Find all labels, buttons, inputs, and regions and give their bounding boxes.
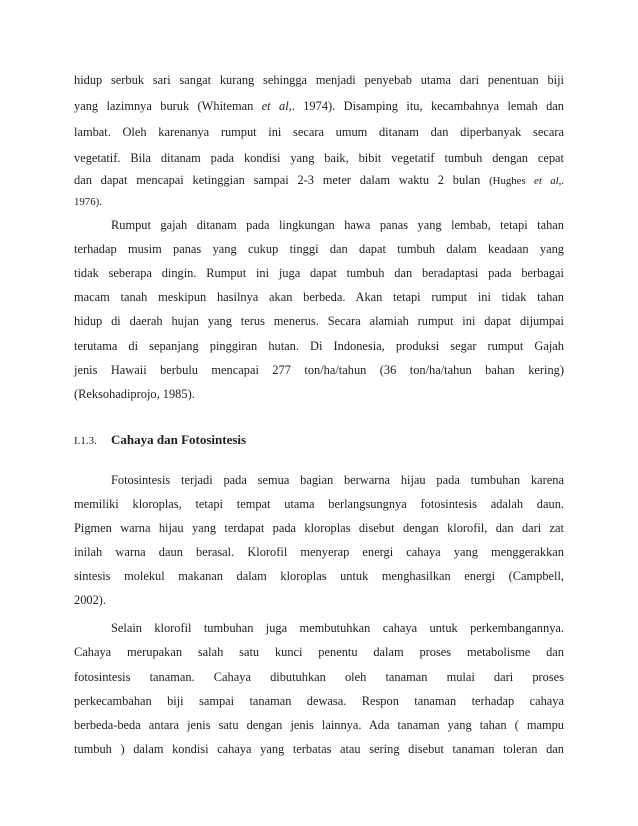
citation-hughes: [489, 175, 564, 187]
para1-line-2-text-a: yang lazimnya buruk (Whiteman: [74, 99, 262, 113]
para2-line-6: terutama di sepanjang pinggiran hutan. Di Indonesia, produksi segar rumput Gajah: [74, 339, 564, 353]
para3-line-4: inilah warna daun berasal. Klorofil menyerap energi cahaya yang menggerakkan: [74, 545, 564, 559]
section-number: I.1.3.: [74, 435, 97, 447]
para3-line-1: Fotosintesis terjadi pada semua bagian berwarna hijau pada tumbuhan karena: [111, 473, 564, 487]
para4-line-2: Cahaya merupakan salah satu kunci penentu dalam proses metabolisme dan: [74, 645, 564, 659]
para1-line-4: vegetatif. Bila ditanam pada kondisi yang baik, bibit vegetatif tumbuh dengan cepat: [74, 151, 564, 165]
para1-line-5: [74, 172, 564, 189]
para2-line-5: hidup di daerah hujan yang terus menerus. Secara alamiah rumput ini dapat dijumpai: [74, 314, 564, 328]
para1-line-2: [74, 98, 564, 114]
citation-punct: ,.: [558, 175, 565, 187]
para2-line-3: tidak seberapa dingin. Rumput ini juga dapat tumbuh dan beradaptasi pada berbagai: [74, 266, 564, 280]
para2-line-1: Rumput gajah ditanam pada lingkungan hawa panas yang lembab, tetapi tahan: [111, 218, 564, 232]
para4-line-6: tumbuh ) dalam kondisi cahaya yang terbatas atau sering disebut tanaman toleran dan: [74, 742, 564, 756]
para1-line-2-italic: et al: [261, 99, 289, 113]
section-title: Cahaya dan Fotosintesis: [111, 432, 247, 447]
para3-line-2: memiliki kloroplas, tetapi tempat utama berlangsungnya fotosintesis adalah daun.: [74, 497, 564, 511]
para2-line-7: jenis Hawaii berbulu mencapai 277 ton/ha/tahun (36 ton/ha/tahun bahan kering): [74, 363, 564, 377]
para3-line-3: Pigmen warna hijau yang terdapat pada kloroplas disebut dengan klorofil, dan dari zat: [74, 521, 564, 535]
para2-line-4: macam tanah meskipun hasilnya akan berbeda. Akan tetapi rumput ini tidak tahan: [74, 290, 564, 304]
para1-line-5-text: dan dapat mencapai ketinggian sampai 2-3 meter dalam waktu 2 bulan: [74, 173, 490, 187]
para3-line-5: sintesis molekul makanan dalam kloroplas untuk menghasilkan energi (Campbell,: [74, 569, 564, 583]
para2-line-2: terhadap musim panas yang cukup tinggi dan dapat tumbuh dalam keadaan yang: [74, 242, 564, 256]
para1-line-1: hidup serbuk sari sangat kurang sehingga menjadi penyebab utama dari penentuan biji: [74, 73, 564, 87]
para2-line-8: (Reksohadiprojo, 1985).: [74, 387, 195, 401]
para1-line-3: lambat. Oleh karenanya rumput ini secara umum ditanam dan diperbanyak secara: [74, 125, 564, 139]
para1-line-6: 1976).: [74, 196, 102, 208]
citation-italic: et al: [534, 175, 559, 187]
para4-line-3: fotosintesis tanaman. Cahaya dibutuhkan oleh tanaman mulai dari proses: [74, 670, 564, 684]
para1-line-2-text-b: ,. 1974). Disamping itu, kecambahnya lemah dan: [288, 99, 564, 113]
para3-line-6: 2002).: [74, 593, 107, 607]
para4-line-5: berbeda-beda antara jenis satu dengan jenis lainnya. Ada tanaman yang tahan ( mampu: [74, 718, 564, 732]
citation-author: (Hughes: [489, 175, 535, 187]
para4-line-4: perkecambahan biji sampai tanaman dewasa. Respon tanaman terhadap cahaya: [74, 694, 564, 708]
para4-line-1: Selain klorofil tumbuhan juga membutuhkan cahaya untuk perkembangannya.: [111, 621, 564, 635]
